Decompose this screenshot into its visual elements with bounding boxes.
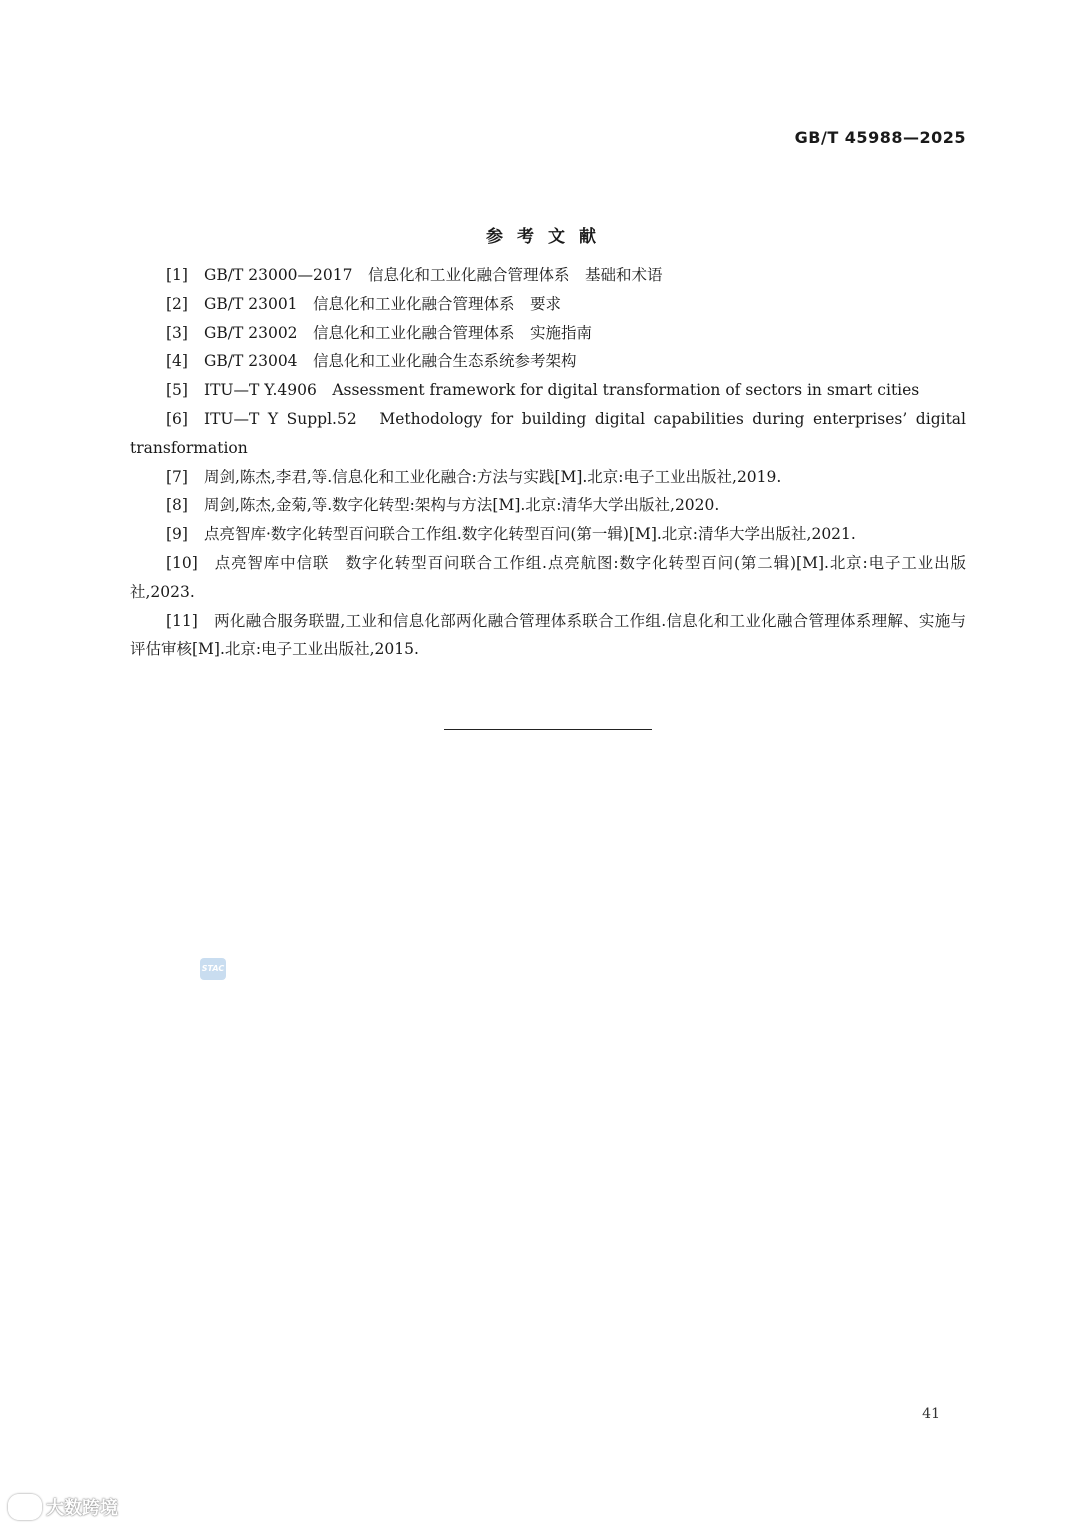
reference-number: [1] xyxy=(166,266,188,284)
reference-text: GB/T 23004 信息化和工业化融合生态系统参考架构 xyxy=(203,352,577,371)
chat-bubble-icon xyxy=(8,1494,42,1520)
reference-text: GB/T 23002 信息化和工业化融合管理体系 实施指南 xyxy=(203,323,593,342)
reference-text: 点亮智库·数字化转型百问联合工作组.数字化转型百问(第一辑)[M].北京:清华大学出版社,2021. xyxy=(203,525,856,544)
reference-number: [2] xyxy=(166,294,188,313)
reference-text: 两化融合服务联盟,工业和信息化部两化融合管理体系联合工作组.信息化和工业化融合管理体系理解、实施与评估审核[M].北京:电子工业出版社,2015. xyxy=(130,611,966,659)
reference-number: [4] xyxy=(166,352,188,371)
reference-entry xyxy=(130,549,966,607)
reference-text: 周剑,陈杰,李君,等.信息化和工业化融合:方法与实践[M].北京:电子工业出版社,2019. xyxy=(203,467,782,486)
stac-stamp-logo: STAC xyxy=(200,958,226,980)
reference-number: [5] xyxy=(166,381,188,400)
reference-number: [3] xyxy=(166,323,188,342)
reference-entry xyxy=(130,261,966,290)
reference-number: [7] xyxy=(166,467,188,486)
reference-text: 点亮智库中信联 数字化转型百问联合工作组.点亮航图:数字化转型百问(第二辑)[M].北京:电子工业出版社,2023. xyxy=(130,553,966,601)
reference-text: ITU—T Y.4906 Assessment framework for digital transformation of sectors in smart cities xyxy=(203,381,920,400)
standard-code: GB/T 45988—2025 xyxy=(794,128,966,147)
end-rule-divider xyxy=(444,729,652,730)
reference-entry xyxy=(130,405,966,463)
reference-entry xyxy=(130,319,966,348)
page-number: 41 xyxy=(922,1406,940,1422)
reference-text: ITU—T Y Suppl.52 Methodology for building digital capabilities during enterprises’ digital transformation xyxy=(130,409,966,457)
reference-entry xyxy=(130,463,966,492)
reference-number: [6] xyxy=(166,409,188,428)
watermark-text: 大数跨境 xyxy=(46,1498,118,1519)
watermark xyxy=(8,1494,118,1520)
reference-text: 周剑,陈杰,金菊,等.数字化转型:架构与方法[M].北京:清华大学出版社,2020. xyxy=(203,496,720,515)
reference-entry xyxy=(130,347,966,376)
bibliography-title: 参考文献 xyxy=(486,227,610,247)
reference-number: [11] xyxy=(166,611,198,630)
bibliography-list xyxy=(130,261,966,664)
reference-number: [9] xyxy=(166,525,188,544)
reference-entry xyxy=(130,491,966,520)
reference-entry xyxy=(130,290,966,319)
reference-entry xyxy=(130,520,966,549)
reference-text: GB/T 23000—2017 信息化和工业化融合管理体系 基础和术语 xyxy=(203,266,663,284)
reference-number: [8] xyxy=(166,496,188,515)
reference-entry xyxy=(130,376,966,405)
reference-entry xyxy=(130,607,966,665)
reference-number: [10] xyxy=(166,553,198,572)
reference-text: GB/T 23001 信息化和工业化融合管理体系 要求 xyxy=(203,294,562,313)
